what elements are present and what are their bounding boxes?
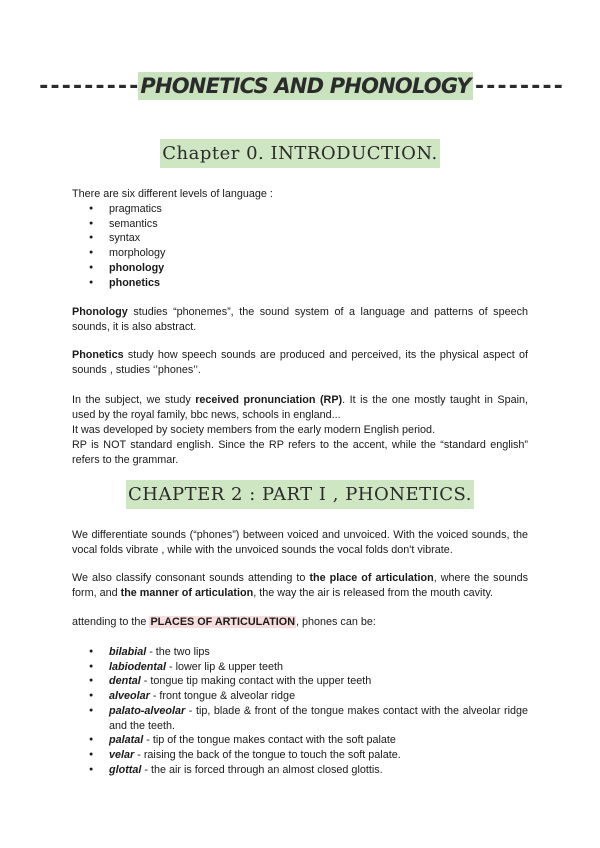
list-item: ● semantics [72, 217, 528, 232]
phonology-text: studies “phonemes”, the sound system of a language and patterns of speech sounds, it is also abstract. [72, 306, 528, 333]
list-item [72, 660, 528, 675]
list-item: ● syntax [72, 231, 528, 246]
place-term: glottal [109, 763, 142, 776]
chapter-2-heading-text: CHAPTER 2 : PART I , PHONETICS. [126, 480, 474, 509]
rp-line-1 [72, 393, 528, 423]
place-desc: - tip, blade & front of the tongue makes contact with the alveolar ridge and the teeth. [109, 704, 528, 732]
place-desc: - tongue tip making contact with the upper teeth [140, 675, 372, 688]
rp-line-2: It was developed by society members from the early modern English period. [72, 424, 436, 436]
place-term: bilabial [109, 646, 147, 658]
voiced-paragraph: We differentiate sounds (“phones”) between voiced and unvoiced. With the voiced sounds, the vocal folds vibrate , while with the unvoiced sounds the vocal folds don't vibrate. [72, 529, 528, 556]
place-term: dental [109, 675, 141, 688]
place-desc: - tip of the tongue makes contact with the soft palate [143, 734, 396, 747]
list-item [72, 674, 528, 689]
chapter-0-heading-text: Chapter 0. INTRODUCTION. [160, 139, 439, 168]
classify-middle: , where the sounds form, and [72, 572, 529, 599]
classify-term-place: the place of articulation [309, 572, 434, 584]
rp-term: received pronunciation (RP) [195, 394, 343, 406]
title-dashes-left: --------- [37, 74, 139, 99]
list-item: ● morphology [72, 246, 528, 261]
levels-list [72, 202, 528, 290]
place-term: velar [109, 748, 135, 761]
classify-paragraph [72, 571, 528, 601]
places-intro-before: attending to the [72, 616, 150, 628]
rp-before: In the subject, we study [72, 394, 196, 406]
document-title [0, 74, 600, 99]
list-item [72, 704, 528, 733]
list-item [72, 689, 528, 704]
list-item: ● phonetics [72, 276, 528, 291]
classify-term-manner: the manner of articulation [120, 587, 254, 599]
places-list [72, 645, 528, 777]
phonetics-term: Phonetics [72, 349, 124, 361]
place-term: labiodental [109, 660, 166, 673]
rp-after: . It is the one mostly taught in Spain, used by the royal family, bbc news, schools in england... [72, 394, 528, 421]
places-intro-after: , phones can be: [296, 616, 376, 628]
list-item [72, 645, 528, 660]
phonetics-text: study how speech sounds are produced and perceived, its the physical aspect of sounds , studies ‘’phones’’. [72, 349, 528, 376]
list-item [72, 763, 528, 778]
places-highlight: PLACES OF ARTICULATION [150, 616, 296, 628]
place-term: palato-alveolar [109, 704, 186, 717]
title-text: PHONETICS AND PHONOLOGY [140, 74, 471, 98]
list-item: ● phonology [72, 261, 528, 276]
classify-after: , the way the air is released from the mouth cavity. [253, 587, 494, 599]
place-desc: - lower lip & upper teeth [166, 660, 284, 673]
chapter-2-heading [0, 484, 600, 505]
list-item [72, 733, 528, 748]
phonetics-paragraph [72, 348, 528, 378]
rp-paragraph [72, 393, 528, 468]
classify-before: We also classify consonant sounds attending to [72, 572, 310, 584]
place-term: palatal [109, 734, 144, 747]
levels-intro: There are six different levels of language : [72, 188, 273, 200]
list-item: ● pragmatics [72, 202, 528, 217]
chapter-0-heading [0, 143, 600, 164]
list-item [72, 748, 528, 763]
rp-line-3: RP is NOT standard english. Since the RP refers to the accent, while the “standard english” refers to the grammar. [72, 439, 528, 466]
place-desc: - the two lips [146, 646, 210, 658]
place-desc: - raising the back of the tongue to touch the soft palate. [134, 748, 401, 761]
place-desc: - front tongue & alveolar ridge [149, 690, 296, 703]
phonology-paragraph [72, 305, 528, 335]
place-term: alveolar [109, 690, 150, 703]
title-dashes-right: -------- [472, 74, 563, 99]
place-desc: - the air is forced through an almost closed glottis. [141, 763, 383, 776]
phonology-term: Phonology [72, 306, 128, 318]
places-intro [72, 615, 528, 630]
